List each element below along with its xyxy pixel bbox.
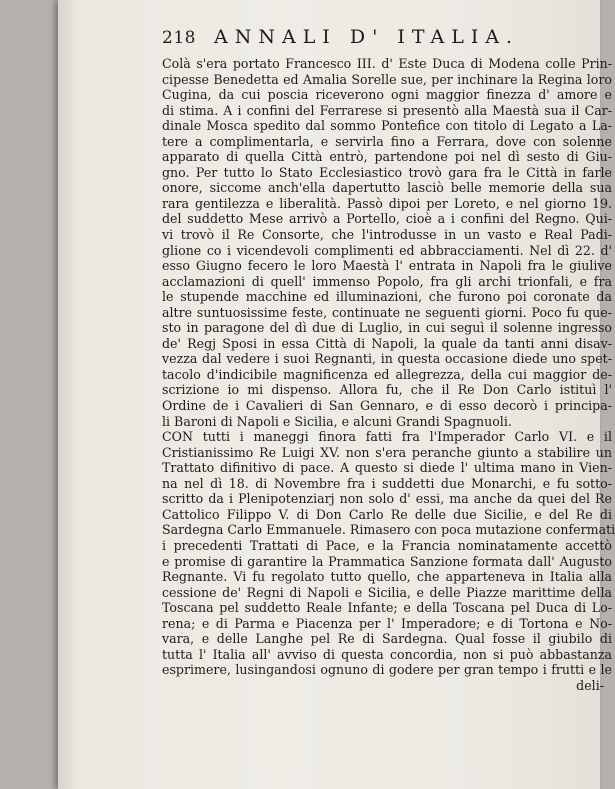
text-line: cipesse Benedetta ed Amalia Sorelle sue, per inchinare la Regina loro — [162, 71, 612, 87]
text-line: Regnante. Vi fu regolato tutto quello, che apparteneva in Italia alla — [162, 569, 612, 585]
text-line: tere a complimentarla, e servirla fino a Ferrara, dove con solenne — [162, 133, 612, 149]
text-line: onore, siccome anch'ella dapertutto lasciò belle memorie della sua — [162, 180, 612, 196]
text-line: gno. Per tutto lo Stato Ecclesiastico trovò gara fra le Città in farle — [162, 164, 612, 180]
text-line: CON tutti i maneggi finora fatti fra l'Imperador Carlo VI. e il — [162, 429, 612, 445]
text-line: na nel dì 18. di Novembre fra i suddetti due Monarchi, e fu sotto- — [162, 475, 612, 491]
text-line: scrizione io mi dispenso. Allora fu, che il Re Don Carlo istituì l' — [162, 382, 612, 398]
text-line: de' Regj Sposi in essa Città di Napoli, la quale da tanti anni disav- — [162, 335, 612, 351]
text-line: scritto da i Plenipotenziarj non solo d' essi, ma anche da quei del Re — [162, 491, 612, 507]
text-line: Colà s'era portato Francesco III. d' Este Duca di Modena colle Prin- — [162, 56, 612, 71]
text-line: tutta l' Italia all' avviso di questa concordia, non si può abbastanza — [162, 646, 612, 662]
page-number: 218 — [162, 28, 196, 48]
text-line: vi trovò il Re Consorte, che l'introdusse in un vasto e Real Padi- — [162, 227, 612, 243]
text-line: vezza dal vedere i suoi Regnanti, in questa occasione diede uno spet- — [162, 351, 612, 367]
text-line: le stupende macchine ed illuminazioni, che furono poi coronate da — [162, 289, 612, 305]
book-page — [58, 0, 615, 789]
body-text — [162, 56, 615, 678]
text-block — [162, 26, 615, 693]
text-line: Sardegna Carlo Emmanuele. Rimasero con poca mutazione confermati — [162, 522, 615, 538]
text-line: li Baroni di Napoli e Sicilia, e alcuni Grandi Spagnuoli. — [162, 413, 512, 429]
text-line: Ordine de i Cavalieri di San Gennaro, e di esso decorò i principa- — [162, 398, 612, 414]
text-line: altre suntuosissime feste, continuate ne seguenti giorni. Poco fu que- — [162, 304, 612, 320]
text-line: Cugina, da cui poscia riceverono ogni maggior finezza d' amore e — [162, 87, 612, 103]
text-line: e promise di garantire la Prammatica Sanzione formata dall' Augusto — [162, 553, 612, 569]
text-line: di stima. A i confini del Ferrarese si presentò alla Maestà sua il Car- — [162, 102, 612, 118]
paragraph — [162, 429, 615, 678]
text-line: i precedenti Trattati di Pace, e la Francia nominatamente accettò — [162, 537, 612, 553]
running-title: ANNALI D' ITALIA. — [214, 26, 520, 48]
text-line: sto in paragone del dì due di Luglio, in cui seguì il solenne ingresso — [162, 320, 612, 336]
text-line: rara gentilezza e liberalità. Passò dipoi per Loreto, e nel giorno 19. — [162, 195, 612, 211]
text-line: acclamazioni di quell' immenso Popolo, fra gli archi trionfali, e fra — [162, 273, 612, 289]
text-line: Toscana pel suddetto Reale Infante; e della Toscana pel Duca di Lo- — [162, 600, 612, 616]
text-line: glione co i vicendevoli complimenti ed abbracciamenti. Nel dì 22. d' — [162, 242, 612, 258]
text-line: esprimere, lusingandosi ognuno di godere per gran tempo i frutti e le — [162, 662, 612, 678]
paragraph — [162, 56, 612, 429]
text-line: rena; e di Parma e Piacenza per l' Imperadore; e di Tortona e No- — [162, 615, 612, 631]
catchword: deli- — [576, 677, 604, 693]
text-line: vara, e delle Langhe pel Re di Sardegna. Qual fosse il giubilo di — [162, 631, 612, 647]
text-line: del suddetto Mese arrivò a Portello, cioè a i confini del Regno. Qui- — [162, 211, 612, 227]
text-line: apparato di quella Città entrò, partendone poi nel dì sesto di Giu- — [162, 149, 612, 165]
text-line: esso Giugno fecero le loro Maestà l' entrata in Napoli fra le giulive — [162, 258, 612, 274]
text-line: Cristianissimo Re Luigi XV. non s'era peranche giunto a stabilire un — [162, 444, 612, 460]
text-line: Trattato difinitivo di pace. A questo si diede l' ultima mano in Vien- — [162, 460, 612, 476]
text-line: cessione de' Regni di Napoli e Sicilia, e delle Piazze marittime della — [162, 584, 612, 600]
text-line: dinale Mosca spedito dal sommo Pontefice con titolo di Legato a La- — [162, 118, 612, 134]
running-header — [162, 26, 612, 56]
text-line: tacolo d'indicibile magnificenza ed allegrezza, della cui maggior de- — [162, 366, 612, 382]
text-line: Cattolico Filippo V. di Don Carlo Re delle due Sicilie, e del Re di — [162, 506, 612, 522]
